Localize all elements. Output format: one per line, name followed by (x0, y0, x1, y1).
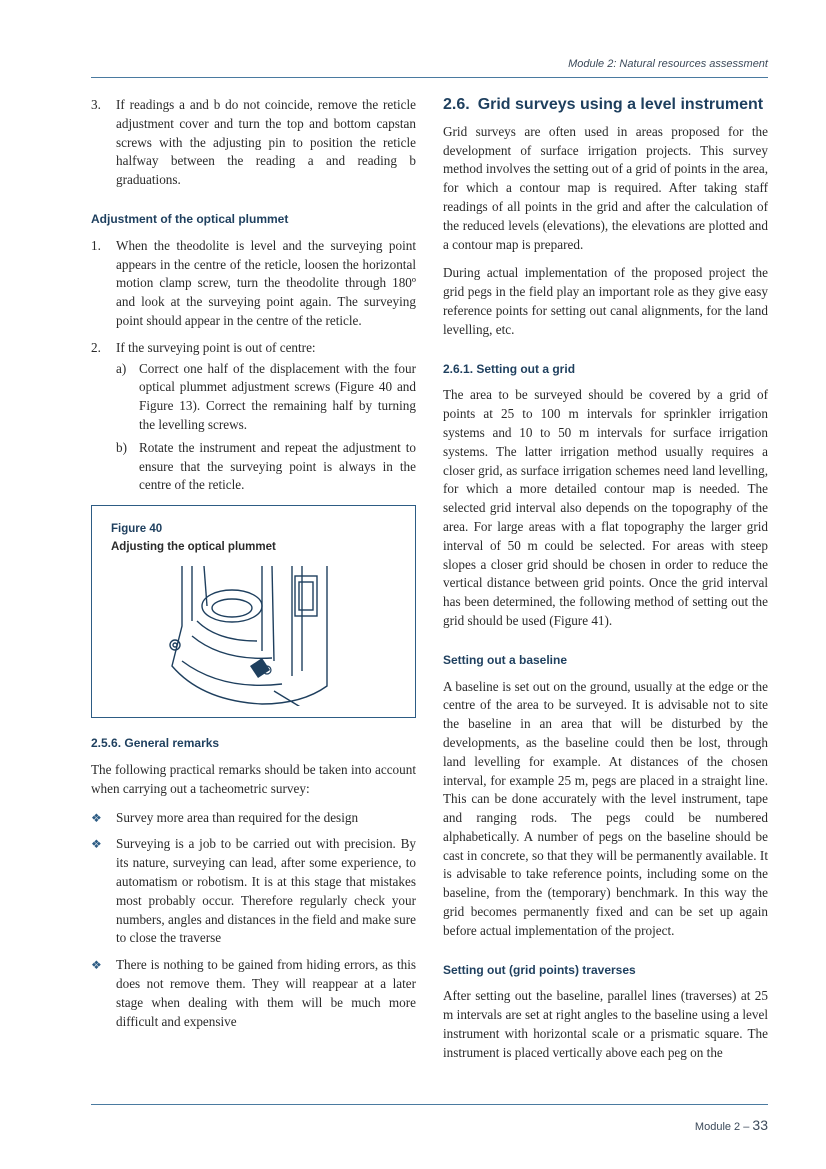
paragraph: After setting out the baseline, parallel lines (traverses) at 25 m intervals are set at right angles to the baseline using a level instrument with horizontal scale or a prismatic square. The instrument is placed vertically above each peg on the (443, 988, 768, 1060)
figure-title (111, 520, 276, 556)
section-title-text: Grid surveys using a level instrument (477, 96, 764, 113)
header-rule (91, 77, 768, 78)
section-heading: 2.6.1. Setting out a grid (443, 361, 576, 376)
footer-label: Module 2 – (694, 1121, 750, 1133)
diamond-bullet-icon: ❖ (91, 958, 102, 973)
sub-list-item (116, 439, 416, 495)
footer-rule (91, 1104, 768, 1105)
section-heading: Adjustment of the optical plummet (91, 211, 289, 226)
list-marker: 1. (91, 237, 101, 253)
bullet-item (91, 956, 416, 1031)
optical-plummet-illustration (162, 566, 342, 706)
bullet-item (91, 809, 416, 828)
list-item (91, 237, 416, 331)
paragraph: The area to be surveyed should be covered by a grid of points at 25 to 100 m intervals for sprinkler irrigation systems and 10 to 50 m intervals for surface irrigation systems. The latter irrigation method usually requires a closer grid, as surface irrigation schemes need land levelling, for which a more detailed contour map is needed. The selected grid interval also depends on the topography of the area. For large areas with a flat topography the larger grid interval of 50 m could be selected. For areas with steep slopes a closer grid should be chosen in order to reduce the vertical distance between grid points. Once the grid interval has been determined, the following method of setting out the grid should be used (Figure 41). (443, 387, 768, 628)
section-heading: Setting out a baseline (443, 652, 568, 667)
bullet-item (91, 835, 416, 948)
sub-list-text: Rotate the instrument and repeat the adjustment to ensure that the surveying point is always in the centre of the reticle. (139, 439, 416, 493)
list-item (91, 96, 416, 190)
figure-number: Figure 40 (111, 523, 163, 536)
section-heading: Setting out (grid points) traverses (443, 962, 636, 977)
section-heading: 2.5.6. General remarks (91, 736, 220, 751)
bullet-text: Surveying is a job to be carried out with precision. By its nature, surveying can lead, after some experience, to automatism or robotism. It is at this stage that mistakes most probably occur. Therefore regularly check your numbers, angles and distances in the field and make sure to close the traverse (116, 836, 416, 946)
sub-list-text: Correct one half of the displacement with the four optical plummet adjustment screws (Figure 40 and Figure 13). Correct the remaining half by turning the levelling screws. (139, 360, 416, 432)
page-number: 33 (752, 1117, 768, 1133)
bullet-text: There is nothing to be gained from hiding errors, as this does not remove them. They will reappear at a later stage when dealing with them will be much more difficult and expensive (116, 957, 416, 1029)
paragraph: Grid surveys are often used in areas proposed for the development of surface irrigation projects. This survey method involves the setting out of a grid of points in the area, for which a contour map is required. After taking staff readings of all points in the grid and after the calculation of the reduced levels (elevations), the elevations are plotted and a contour map is prepared. (443, 123, 768, 252)
list-marker: 3. (91, 97, 101, 112)
section-title (443, 96, 768, 115)
list-item-text: If readings a and b do not coincide, remove the reticle adjustment cover and turn the top and bottom capstan screws with the adjusting pin to position the reticle halfway between the reading a and reading b graduations. (116, 97, 416, 188)
bullet-text: Survey more area than required for the design (116, 809, 359, 825)
figure-box (91, 505, 416, 718)
section-number: 2.6. (443, 96, 470, 113)
sub-list-marker: b) (116, 439, 127, 455)
sub-list-marker: a) (116, 360, 127, 376)
paragraph: During actual implementation of the proposed project the grid pegs in the field play an important role as they give easy reference points for setting out canal alignments, for the land levelling, etc. (443, 265, 768, 337)
list-item-text: When the theodolite is level and the surveying point appears in the centre of the reticle, loosen the horizontal motion clamp screw, turn the theodolite through 180º and look at the surveying point again. The surveying point should appear in the centre of the reticle. (116, 237, 416, 328)
list-item-text: If the surveying point is out of centre: (116, 339, 316, 355)
diamond-bullet-icon: ❖ (91, 810, 102, 825)
sub-list-item (116, 360, 416, 435)
list-item (91, 339, 416, 495)
diamond-bullet-icon: ❖ (91, 837, 102, 852)
right-column (443, 96, 768, 1073)
page-footer (695, 1117, 768, 1133)
list-marker: 2. (91, 339, 101, 355)
running-header: Module 2: Natural resources assessment (568, 58, 768, 70)
left-column (91, 96, 416, 1039)
paragraph: The following practical remarks should be taken into account when carrying out a tacheometric survey: (91, 761, 416, 796)
paragraph: A baseline is set out on the ground, usually at the edge or the centre of the area to be surveyed. It is advisable not to site the baseline in an area that will be disturbed by the developments, as the baseline could then be lost, through land levelling for example. At distances of the chosen interval, for example 25 m, pegs are placed in a straight line. This can be done accurately with the level instrument, tape and ranging rods. The pegs could be numbered alphabetically. A number of pegs on the baseline should be cast in concrete, so that they will be permanently available. It is advisable to take reference points, including some on the baseline, from the (temporary) benchmark. In this way the grid becomes permanently fixed and can be set up again before actual implementation of the project. (443, 678, 768, 938)
figure-caption: Adjusting the optical plummet (111, 541, 276, 554)
